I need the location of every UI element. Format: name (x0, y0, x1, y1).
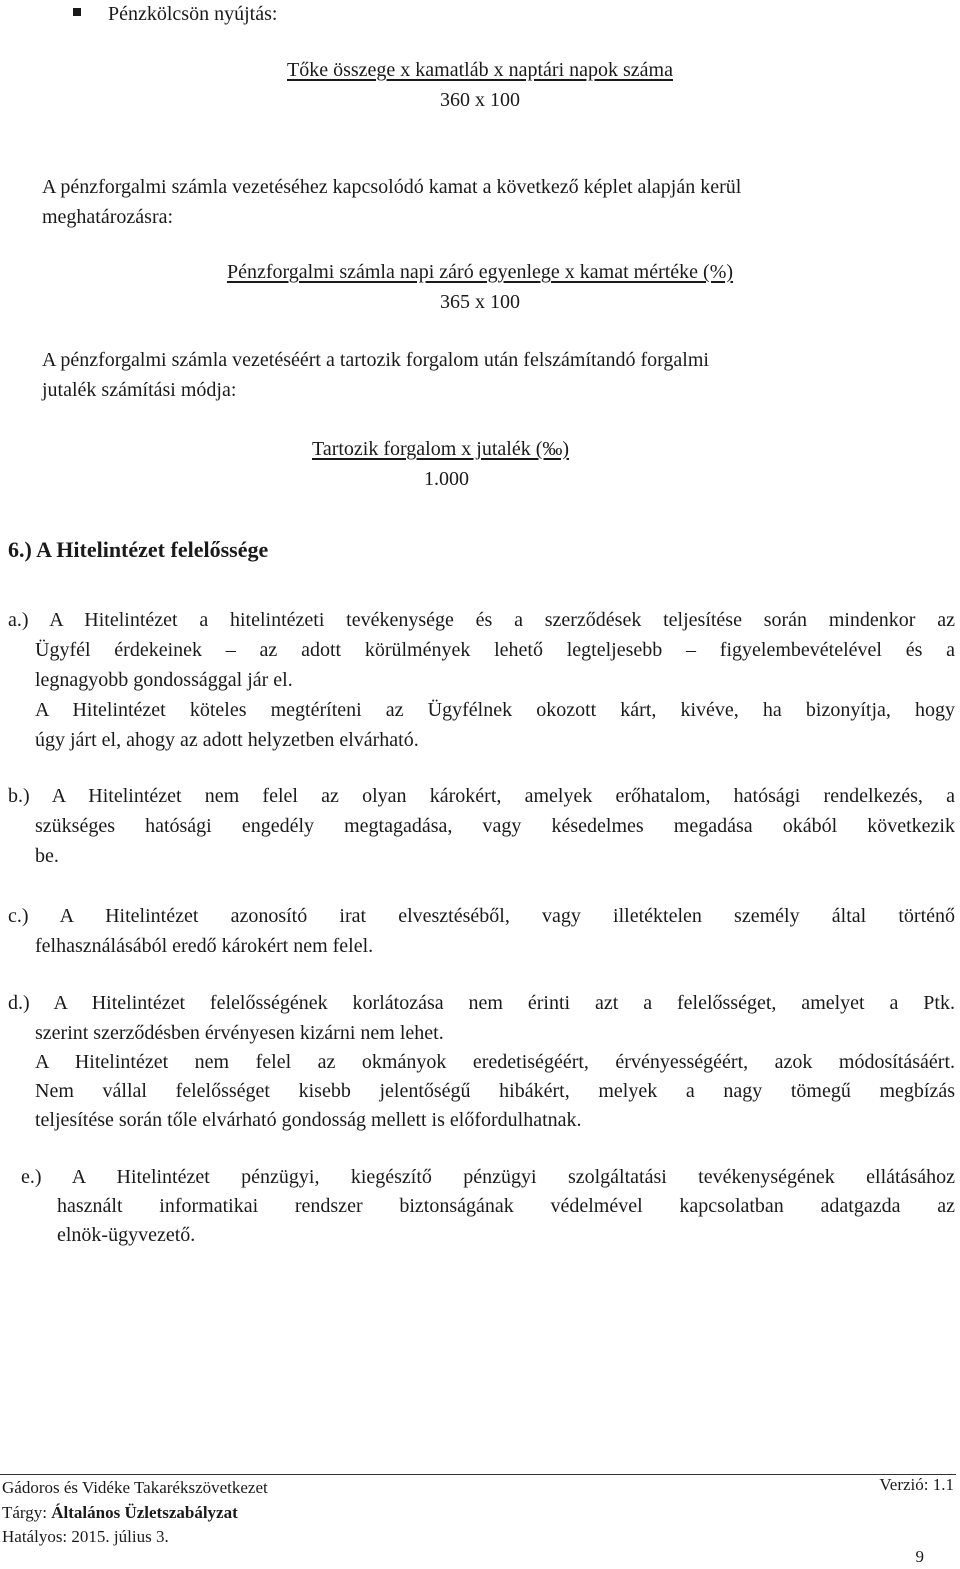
commission-formula-numerator (312, 437, 569, 461)
commission-formula-numerator-text: Tartozik forgalom x jutalék (‰) (312, 438, 570, 460)
clause-d-line3: A Hitelintézet nem felel az okmányok eredetiségéért, érvényességéért, azok módosításáért. (35, 1051, 955, 1073)
footer-version: Verzió: 1.1 (879, 1475, 954, 1494)
loan-formula-numerator (0, 58, 960, 82)
commission-line1: A pénzforgalmi számla vezetéséért a tartozik forgalom után felszámítandó forgalmi (42, 349, 709, 371)
footer-subject-value: Általános Üzletszabályzat (51, 1503, 238, 1522)
commission-line2: jutalék számítási módja: (42, 379, 237, 401)
section-heading: 6.) A Hitelintézet felelőssége (8, 537, 269, 562)
clause-d-line4: Nem vállal felelősséget kisebb jelentőségű hibákért, melyek a nagy tömegű megbízás (35, 1080, 955, 1102)
clause-d-line5: teljesítése során tőle elvárható gondosság mellett is előfordulhatnak. (35, 1109, 582, 1131)
clause-e-line2: használt informatikai rendszer biztonságának védelmével kapcsolatban adatgazda az (57, 1195, 955, 1217)
clause-d-line1: d.) A Hitelintézet felelősségének korlátozása nem érinti azt a felelősséget, amelyet a Ptk. (8, 992, 955, 1014)
clause-a-line1: a.) A Hitelintézet a hitelintézeti tevékenysége és a szerződések teljesítése során mindenkor az (8, 609, 955, 631)
bullet-square-icon (73, 8, 81, 16)
account-formula-numerator-text: Pénzforgalmi számla napi záró egyenlege x kamat mértéke (%) (226, 261, 734, 283)
footer-divider (0, 1474, 956, 1475)
account-intro-line1: A pénzforgalmi számla vezetéséhez kapcsolódó kamat a következő képlet alapján kerül (42, 176, 742, 198)
clause-a-line3: legnagyobb gondossággal jár el. (35, 669, 293, 691)
loan-formula-numerator-text: Tőke összege x kamatláb x naptári napok száma (287, 59, 673, 81)
clause-b-line3: be. (35, 845, 59, 867)
clause-a-line5: úgy járt el, ahogy az adott helyzetben elvárható. (35, 729, 419, 751)
commission-formula-denominator: 1.000 (424, 468, 469, 490)
clause-a-line4: A Hitelintézet köteles megtéríteni az Ügyfélnek okozott kárt, kivéve, ha bizonyítja, hogy (35, 699, 955, 721)
clause-c-line1: c.) A Hitelintézet azonosító irat elvesztéséből, vagy illetéktelen személy által történő (8, 905, 955, 927)
footer-subject-label: Tárgy: (2, 1503, 52, 1522)
clause-b-line1: b.) A Hitelintézet nem felel az olyan károkért, amelyek erőhatalom, hatósági rendelkezés, a (8, 785, 955, 807)
account-formula-denominator: 365 x 100 (440, 291, 520, 313)
clause-a-line2: Ügyfél érdekeinek – az adott körülmények lehető legteljesebb – figyelembevételével és a (35, 639, 955, 661)
clause-e-line3: elnök-ügyvezető. (57, 1224, 196, 1246)
account-formula-numerator (0, 260, 960, 284)
loan-formula-denominator: 360 x 100 (440, 89, 520, 111)
footer-page-number: 9 (915, 1547, 924, 1566)
footer-effective-date: Hatályos: 2015. július 3. (2, 1527, 169, 1546)
clause-b-line2: szükséges hatósági engedély megtagadása, vagy késedelmes megadása okából következik (35, 815, 955, 837)
clause-d-line2: szerint szerződésben érvényesen kizárni nem lehet. (35, 1022, 444, 1044)
clause-e-line1: e.) A Hitelintézet pénzügyi, kiegészítő pénzügyi szolgáltatási tevékenységének ellátásához (21, 1166, 955, 1188)
footer-subject (2, 1502, 238, 1524)
clause-c-line2: felhasználásából eredő károkért nem felel. (35, 935, 374, 957)
footer-organization: Gádoros és Vidéke Takarékszövetkezet (2, 1478, 268, 1497)
loan-bullet-title: Pénzkölcsön nyújtás: (108, 3, 278, 25)
account-intro-line2: meghatározásra: (42, 206, 174, 228)
